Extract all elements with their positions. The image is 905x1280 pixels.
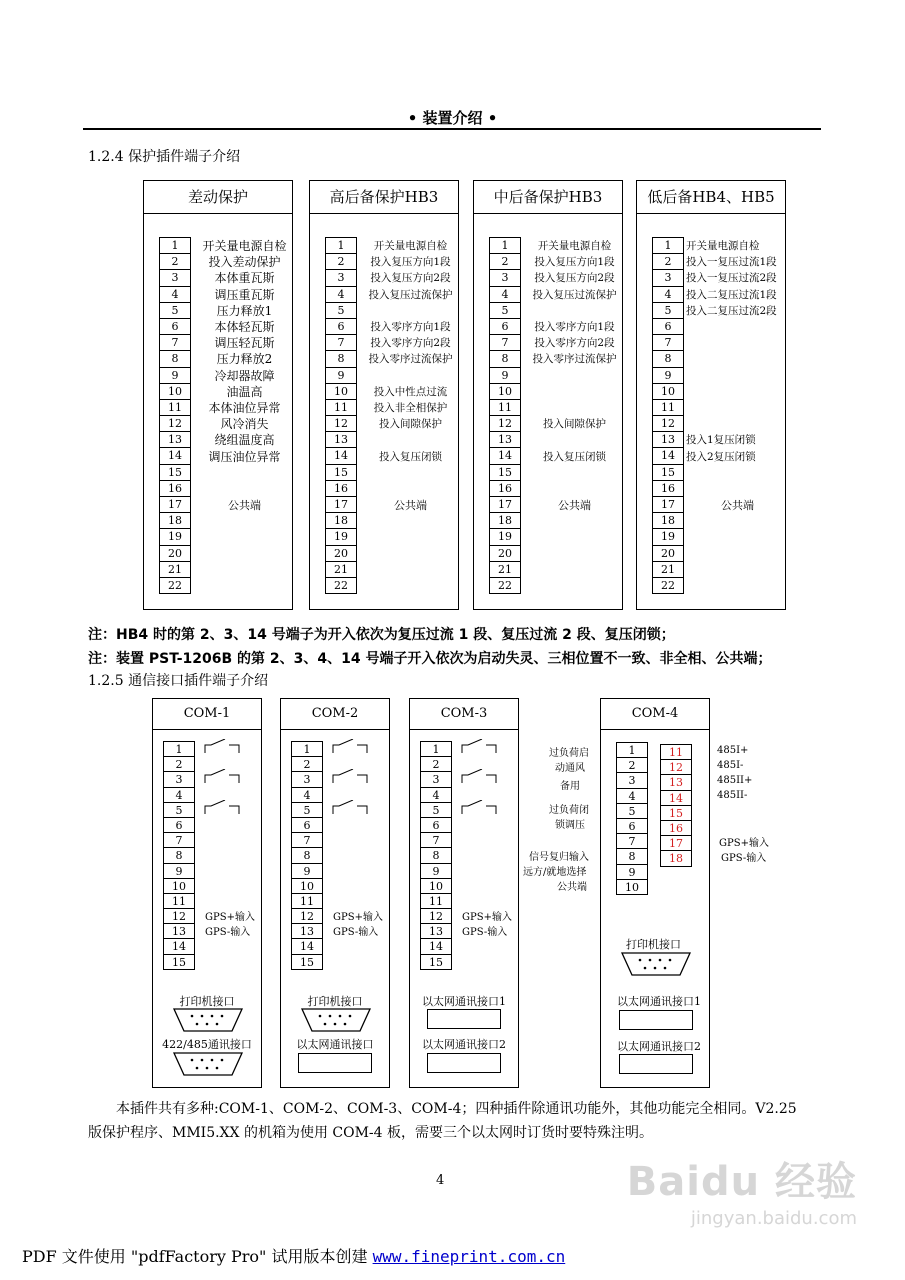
- terminal-number: 1: [326, 238, 356, 254]
- com4-label-a2: 动通风: [555, 763, 585, 774]
- terminal-number: 4: [160, 287, 190, 303]
- terminal-number: 21: [490, 562, 520, 578]
- terminal-number: 8: [326, 351, 356, 367]
- port1-label: 打印机接口: [179, 995, 235, 1008]
- terminal-label: 调压油位异常: [208, 449, 281, 464]
- terminal-number: 14: [160, 448, 190, 464]
- com4-terminal-number: 3: [617, 773, 647, 788]
- com-terminal-strip: [291, 741, 323, 970]
- paragraph-line2: 版保护程序、MMI5.XX 的机箱为使用 COM-4 板，需要三个以太网时订货时要特殊注明。: [88, 1125, 654, 1141]
- terminal-label: 调压轻瓦斯: [214, 336, 275, 351]
- com4-printer-port-icon: [620, 951, 692, 977]
- com-terminal-number: 12: [292, 909, 322, 924]
- com4-terminal-number: 2: [617, 758, 647, 773]
- terminal-number: 3: [490, 270, 520, 286]
- terminal-number: 18: [326, 513, 356, 529]
- terminal-number: 3: [326, 270, 356, 286]
- note-1: 注：HB4 时的第 2、3、14 号端子为开入依次为复压过流 1 段、复压过流 2 段、复压闭锁；: [88, 627, 675, 643]
- terminal-strip: [652, 237, 684, 594]
- terminal-number: 13: [326, 432, 356, 448]
- terminal-number: 22: [160, 578, 190, 594]
- terminal-label: 投入差动保护: [208, 255, 281, 270]
- terminal-number: 17: [490, 497, 520, 513]
- com-terminal-number: 10: [292, 879, 322, 894]
- terminal-label: 投入复压方向1段: [370, 256, 451, 269]
- com-panel: [409, 698, 519, 1088]
- terminal-number: 13: [160, 432, 190, 448]
- terminal-label: 本体重瓦斯: [214, 271, 275, 286]
- com4-terminal-number-red: 18: [661, 851, 691, 866]
- terminal-number: 21: [160, 562, 190, 578]
- header-rule: [83, 128, 821, 130]
- terminal-number: 12: [326, 416, 356, 432]
- com-terminal-number: 9: [421, 864, 451, 879]
- terminal-number: 5: [653, 303, 683, 319]
- gps-plus-label: GPS+输入: [205, 912, 255, 924]
- terminal-number: 11: [653, 400, 683, 416]
- terminal-number: 19: [490, 529, 520, 545]
- terminal-number: 20: [490, 546, 520, 562]
- relay-contact-icon: [460, 800, 500, 816]
- terminal-number: 9: [160, 368, 190, 384]
- terminal-label: 开关量电源自检: [202, 239, 287, 253]
- footer-text: PDF 文件使用 "pdfFactory Pro" 试用版本创建: [22, 1247, 373, 1266]
- terminal-label: 调压重瓦斯: [214, 287, 275, 302]
- terminal-number: 14: [653, 448, 683, 464]
- relay-contact-icon: [460, 739, 500, 755]
- terminal-number: 2: [490, 254, 520, 270]
- com4-terminal-strip-left: [616, 742, 648, 895]
- terminal-label: 投入复压方向1段: [534, 256, 615, 269]
- terminal-number: 18: [490, 513, 520, 529]
- terminal-strip: [489, 237, 521, 594]
- terminal-number: 22: [653, 578, 683, 594]
- terminal-label: 投入间隙保护: [379, 418, 442, 431]
- com4-terminal-number: 7: [617, 834, 647, 849]
- com-terminal-number: 6: [164, 818, 194, 833]
- com-terminal-number: 6: [421, 818, 451, 833]
- page-header-title: • 装置介绍 •: [407, 109, 498, 127]
- com-terminal-strip: [420, 741, 452, 970]
- terminal-label: 投入一复压过流2段: [686, 272, 777, 285]
- gps-minus-label: GPS-输入: [462, 927, 508, 939]
- section-title-124: 1.2.4 保护插件端子介绍: [88, 149, 241, 165]
- terminal-number: 1: [160, 238, 190, 254]
- terminal-label: 开关量电源自检: [686, 240, 760, 252]
- gps-minus-label: GPS-输入: [205, 927, 251, 939]
- com-terminal-number: 7: [292, 833, 322, 848]
- terminal-number: 12: [653, 416, 683, 432]
- com-panel: [280, 698, 390, 1088]
- terminal-number: 16: [160, 481, 190, 497]
- note-2: 注：装置 PST-1206B 的第 2、3、4、14 号端子开入依次为启动失灵、三相位置不一致、非全相、公共端；: [88, 651, 772, 667]
- com-terminal-number: 15: [164, 955, 194, 970]
- relay-contact-icon: [331, 800, 371, 816]
- terminal-number: 16: [653, 481, 683, 497]
- terminal-number: 20: [653, 546, 683, 562]
- port1-label: 打印机接口: [307, 995, 363, 1008]
- baidu-watermark-logo: Baidu 经验: [626, 1159, 857, 1205]
- gps-minus-label: GPS-输入: [333, 927, 379, 939]
- terminal-number: 10: [160, 384, 190, 400]
- terminal-number: 16: [490, 481, 520, 497]
- com-terminal-number: 5: [292, 803, 322, 818]
- terminal-number: 8: [160, 351, 190, 367]
- terminal-number: 8: [490, 351, 520, 367]
- terminal-number: 17: [653, 497, 683, 513]
- terminal-label: 投入复压闭锁: [379, 450, 442, 463]
- com4-label-485II-plus: 485II+: [717, 775, 753, 786]
- com4-terminal-number: 10: [617, 880, 647, 895]
- com-panel-title: COM-1: [153, 699, 261, 730]
- terminal-number: 6: [160, 319, 190, 335]
- com-terminal-number: 11: [292, 894, 322, 909]
- protection-panel: [473, 180, 623, 610]
- com4-label-c2: 锁调压: [555, 820, 585, 831]
- ethernet-port-2: [427, 1053, 501, 1073]
- terminal-number: 15: [653, 465, 683, 481]
- com4-label-f: 公共端: [557, 882, 587, 893]
- terminal-number: 6: [326, 319, 356, 335]
- terminal-strip: [325, 237, 357, 594]
- com-terminal-number: 12: [164, 909, 194, 924]
- terminal-strip: [159, 237, 191, 594]
- relay-contact-icon: [460, 769, 500, 785]
- terminal-number: 9: [490, 368, 520, 384]
- terminal-number: 2: [326, 254, 356, 270]
- terminal-number: 20: [160, 546, 190, 562]
- terminal-label: 压力释放1: [216, 303, 273, 318]
- com-terminal-number: 3: [421, 772, 451, 787]
- terminal-label: 投入零序过流保护: [368, 353, 453, 366]
- terminal-label: 投入复压过流保护: [532, 288, 617, 301]
- com-terminal-number: 8: [292, 848, 322, 863]
- com-panel: [152, 698, 262, 1088]
- terminal-number: 19: [160, 529, 190, 545]
- terminal-label: 投入中性点过流: [373, 385, 448, 398]
- terminal-label: 投入复压过流保护: [368, 288, 453, 301]
- panel-title: 低后备HB4、HB5: [637, 181, 785, 214]
- com-terminal-number: 9: [164, 864, 194, 879]
- com-terminal-number: 3: [164, 772, 194, 787]
- com-terminal-number: 2: [292, 757, 322, 772]
- terminal-number: 9: [653, 368, 683, 384]
- terminal-number: 2: [160, 254, 190, 270]
- com4-label-d: 信号复归输入: [529, 852, 589, 863]
- terminal-label: 投入2复压闭锁: [686, 450, 756, 463]
- terminal-number: 4: [326, 287, 356, 303]
- com4-terminal-number: 5: [617, 804, 647, 819]
- relay-contact-icon: [331, 739, 371, 755]
- com4-gps-plus: GPS+输入: [719, 838, 769, 849]
- terminal-label: 投入非全相保护: [373, 402, 448, 414]
- terminal-number: 21: [326, 562, 356, 578]
- com4-terminal-strip-right: [660, 744, 692, 867]
- com-terminal-number: 4: [421, 788, 451, 803]
- terminal-label: 开关量电源自检: [537, 240, 612, 252]
- port2-label: 422/485通讯接口: [162, 1038, 252, 1051]
- com4-terminal-number-red: 15: [661, 806, 691, 821]
- com-terminal-number: 14: [292, 939, 322, 954]
- paragraph-line1: 本插件共有多种:COM-1、COM-2、COM-3、COM-4；四种插件除通讯功能外，其他功能完全相同。V2.25: [116, 1101, 797, 1117]
- com4-eth2-port: [619, 1054, 693, 1074]
- terminal-label: 投入零序过流保护: [532, 353, 617, 366]
- terminal-number: 13: [653, 432, 683, 448]
- com-terminal-number: 8: [421, 848, 451, 863]
- terminal-number: 11: [326, 400, 356, 416]
- printer-port-icon: [300, 1007, 372, 1033]
- com4-eth1-label: 以太网通讯接口1: [617, 995, 701, 1008]
- com-terminal-number: 7: [164, 833, 194, 848]
- ethernet-port: [298, 1053, 372, 1073]
- com4-terminal-number-red: 14: [661, 791, 691, 806]
- protection-panel: [636, 180, 786, 610]
- com4-title: COM-4: [601, 699, 709, 730]
- com4-label-c1: 过负荷闭: [549, 805, 589, 816]
- com-terminal-number: 14: [164, 939, 194, 954]
- com-terminal-number: 10: [164, 879, 194, 894]
- com4-eth2-label: 以太网通讯接口2: [617, 1040, 701, 1053]
- terminal-number: 19: [653, 529, 683, 545]
- terminal-number: 7: [160, 335, 190, 351]
- terminal-number: 15: [326, 465, 356, 481]
- footer-link[interactable]: www.fineprint.com.cn: [372, 1247, 566, 1266]
- terminal-number: 19: [326, 529, 356, 545]
- com-terminal-number: 4: [164, 788, 194, 803]
- terminal-label: 投入复压方向2段: [534, 272, 615, 285]
- com-terminal-number: 2: [421, 757, 451, 772]
- com-terminal-number: 13: [421, 924, 451, 939]
- gps-plus-label: GPS+输入: [462, 912, 512, 924]
- com4-terminal-number: 9: [617, 865, 647, 880]
- terminal-number: 17: [326, 497, 356, 513]
- terminal-label: 投入零序方向2段: [370, 337, 451, 350]
- relay-contact-icon: [203, 769, 243, 785]
- com-terminal-number: 5: [421, 803, 451, 818]
- terminal-number: 8: [653, 351, 683, 367]
- com4-label-485II-minus: 485II-: [717, 790, 748, 801]
- terminal-number: 4: [653, 287, 683, 303]
- terminal-number: 10: [653, 384, 683, 400]
- terminal-number: 18: [160, 513, 190, 529]
- page-number: 4: [436, 1173, 445, 1188]
- com-terminal-number: 1: [421, 742, 451, 757]
- com4-terminal-number: 6: [617, 819, 647, 834]
- com-terminal-number: 7: [421, 833, 451, 848]
- terminal-label: 投入二复压过流2段: [686, 304, 777, 317]
- com-terminal-number: 6: [292, 818, 322, 833]
- terminal-number: 14: [326, 448, 356, 464]
- terminal-label: 投入零序方向1段: [534, 321, 615, 333]
- terminal-number: 13: [490, 432, 520, 448]
- common-terminal-label: 公共端: [228, 499, 261, 513]
- relay-contact-icon: [203, 739, 243, 755]
- terminal-number: 7: [653, 335, 683, 351]
- com4-printer-label: 打印机接口: [626, 938, 681, 951]
- terminal-label: 油温高: [226, 384, 263, 399]
- terminal-number: 21: [653, 562, 683, 578]
- terminal-label: 投入一复压过流1段: [686, 256, 777, 269]
- terminal-number: 11: [160, 400, 190, 416]
- terminal-number: 15: [490, 465, 520, 481]
- terminal-label: 开关量电源自检: [373, 240, 448, 252]
- terminal-number: 4: [490, 287, 520, 303]
- terminal-label: 投入间隙保护: [543, 418, 606, 431]
- terminal-number: 3: [160, 270, 190, 286]
- terminal-label: 投入二复压过流1段: [686, 288, 777, 301]
- serial-port-icon: [172, 1051, 244, 1077]
- terminal-number: 20: [326, 546, 356, 562]
- terminal-number: 12: [160, 416, 190, 432]
- port2-label: 以太网通讯接口2: [422, 1038, 506, 1051]
- terminal-number: 22: [326, 578, 356, 594]
- panel-title: 高后备保护HB3: [310, 181, 458, 214]
- common-terminal-label: 公共端: [721, 499, 754, 513]
- com-terminal-number: 4: [292, 788, 322, 803]
- terminal-number: 16: [326, 481, 356, 497]
- terminal-label: 投入1复压闭锁: [686, 434, 756, 447]
- terminal-number: 7: [326, 335, 356, 351]
- terminal-number: 22: [490, 578, 520, 594]
- com-terminal-number: 15: [421, 955, 451, 970]
- terminal-label: 冷却器故障: [214, 368, 275, 383]
- com4-terminal-number-red: 13: [661, 775, 691, 790]
- terminal-number: 1: [490, 238, 520, 254]
- terminal-number: 3: [653, 270, 683, 286]
- terminal-label: 投入复压闭锁: [543, 450, 606, 463]
- common-terminal-label: 公共端: [394, 499, 427, 513]
- terminal-label: 投入零序方向2段: [534, 337, 615, 350]
- com-panel-title: COM-3: [410, 699, 518, 730]
- com-terminal-number: 1: [292, 742, 322, 757]
- com-terminal-number: 12: [421, 909, 451, 924]
- terminal-label: 本体油位异常: [208, 401, 281, 415]
- com4-label-a1: 过负荷启: [549, 748, 589, 759]
- terminal-number: 10: [490, 384, 520, 400]
- terminal-number: 10: [326, 384, 356, 400]
- com-terminal-number: 13: [164, 924, 194, 939]
- com4-terminal-number-red: 11: [661, 745, 691, 760]
- terminal-label: 绕组温度高: [214, 433, 275, 448]
- com4-label-485I-plus: 485I+: [717, 745, 749, 756]
- terminal-number: 12: [490, 416, 520, 432]
- com4-terminal-number-red: 16: [661, 821, 691, 836]
- com4-terminal-number-red: 12: [661, 760, 691, 775]
- gps-plus-label: GPS+输入: [333, 912, 383, 924]
- terminal-number: 9: [326, 368, 356, 384]
- terminal-label: 风冷消失: [220, 417, 269, 432]
- footer: [22, 1244, 565, 1267]
- terminal-number: 6: [490, 319, 520, 335]
- protection-panel: [309, 180, 459, 610]
- terminal-number: 2: [653, 254, 683, 270]
- terminal-number: 15: [160, 465, 190, 481]
- com4-label-485I-minus: 485I-: [717, 760, 744, 771]
- terminal-number: 14: [490, 448, 520, 464]
- terminal-number: 7: [490, 335, 520, 351]
- com-terminal-number: 11: [421, 894, 451, 909]
- port1-label: 以太网通讯接口1: [422, 995, 506, 1008]
- terminal-number: 5: [326, 303, 356, 319]
- terminal-label: 投入复压方向2段: [370, 272, 451, 285]
- terminal-number: 11: [490, 400, 520, 416]
- terminal-number: 5: [160, 303, 190, 319]
- com4-gps-minus: GPS-输入: [721, 853, 767, 864]
- relay-contact-icon: [203, 800, 243, 816]
- panel-title: 差动保护: [144, 181, 292, 214]
- terminal-label: 投入零序方向1段: [370, 321, 451, 333]
- common-terminal-label: 公共端: [558, 499, 591, 513]
- com-terminal-number: 1: [164, 742, 194, 757]
- com-terminal-strip: [163, 741, 195, 970]
- com4-label-b: 备用: [560, 781, 580, 792]
- com4-terminal-number: 8: [617, 849, 647, 864]
- com-terminal-number: 5: [164, 803, 194, 818]
- com4-label-e: 远方/就地选择: [523, 867, 587, 878]
- relay-contact-icon: [331, 769, 371, 785]
- com-terminal-number: 9: [292, 864, 322, 879]
- com-terminal-number: 8: [164, 848, 194, 863]
- com-panel-title: COM-2: [281, 699, 389, 730]
- terminal-label: 本体轻瓦斯: [214, 320, 275, 334]
- protection-panel: [143, 180, 293, 610]
- panel-title: 中后备保护HB3: [474, 181, 622, 214]
- com-terminal-number: 15: [292, 955, 322, 970]
- com4-terminal-number-red: 17: [661, 836, 691, 851]
- com4-eth1-port: [619, 1010, 693, 1030]
- ethernet-port-1: [427, 1009, 501, 1029]
- com-terminal-number: 2: [164, 757, 194, 772]
- printer-port-icon: [172, 1007, 244, 1033]
- terminal-number: 6: [653, 319, 683, 335]
- terminal-number: 17: [160, 497, 190, 513]
- terminal-label: 压力释放2: [216, 352, 273, 367]
- terminal-number: 1: [653, 238, 683, 254]
- terminal-number: 5: [490, 303, 520, 319]
- section-title-125: 1.2.5 通信接口插件端子介绍: [88, 673, 269, 689]
- com-terminal-number: 11: [164, 894, 194, 909]
- com-terminal-number: 14: [421, 939, 451, 954]
- port2-label: 以太网通讯接口: [296, 1038, 374, 1051]
- com4-terminal-number: 4: [617, 789, 647, 804]
- com-terminal-number: 13: [292, 924, 322, 939]
- terminal-number: 18: [653, 513, 683, 529]
- baidu-watermark-url: jingyan.baidu.com: [690, 1208, 857, 1229]
- com4-terminal-number: 1: [617, 743, 647, 758]
- com-terminal-number: 3: [292, 772, 322, 787]
- com-terminal-number: 10: [421, 879, 451, 894]
